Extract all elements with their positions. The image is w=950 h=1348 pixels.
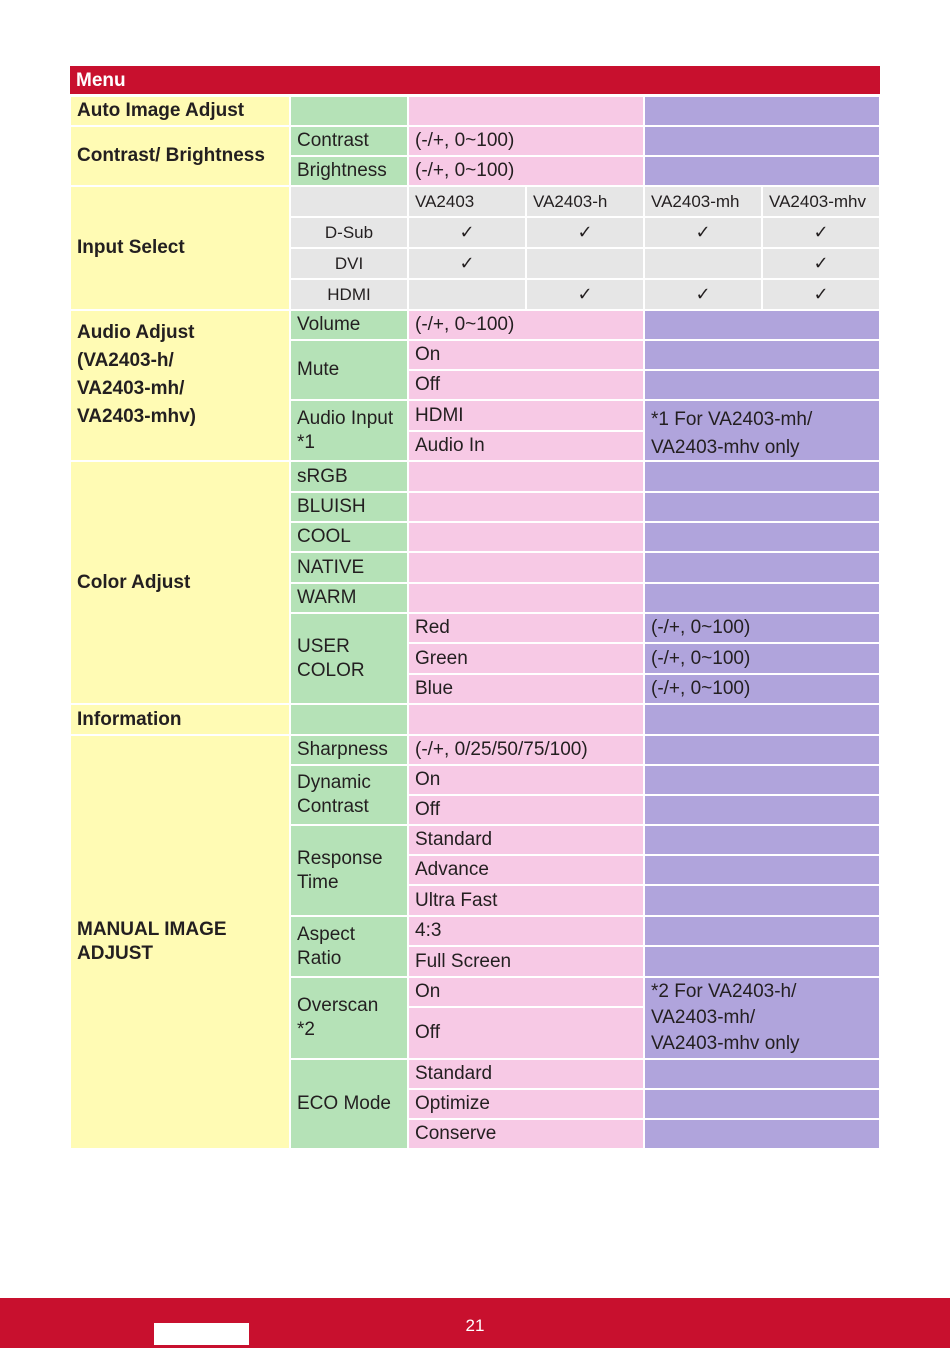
page-footer (0, 1298, 950, 1348)
eco-optimize-text: Optimize (415, 1093, 490, 1114)
brightness-empty (645, 157, 879, 185)
volume-empty (645, 311, 879, 339)
input-d-sub (291, 218, 407, 247)
overscan-note-text: *2 For VA2403-h/ VA2403-mh/ VA2403-mhv only (651, 981, 800, 1054)
user-color-label (291, 614, 407, 703)
user-color-range (645, 675, 879, 703)
user-color-channel (409, 614, 643, 642)
contrast-range-text: (-/+, 0~100) (415, 130, 515, 151)
dynamic-contrast-on-empty (645, 766, 879, 794)
user-color-range (645, 614, 879, 642)
color-preset-empty-2 (645, 523, 879, 551)
section-input-select-text: Input Select (77, 237, 185, 258)
user-color-channel (409, 675, 643, 703)
response-time-advance-empty (645, 856, 879, 884)
color-preset-empty (409, 523, 643, 551)
color-preset-text: sRGB (297, 465, 348, 487)
volume-range-text: (-/+, 0~100) (415, 314, 515, 335)
dynamic-contrast-on-text: On (415, 769, 441, 790)
audio-input-label (291, 401, 407, 460)
input-support-check (527, 249, 643, 278)
sharpness-label (291, 736, 407, 764)
color-preset-text: COOL (297, 526, 351, 547)
section-auto-image-adjust (71, 97, 289, 125)
eco-conserve-text: Conserve (415, 1123, 497, 1144)
input-support-check-text: ✓ (577, 283, 593, 305)
mute-on (409, 341, 643, 369)
input-support-check (409, 218, 525, 247)
user-color-range-text: (-/+, 0~100) (651, 678, 751, 699)
input-support-check (527, 280, 643, 309)
menu-header: Menu (70, 66, 880, 94)
auto-image-adjust-empty-3 (645, 97, 879, 125)
auto-image-adjust-empty-2 (409, 97, 643, 125)
overscan-label (291, 978, 407, 1058)
overscan-on (409, 978, 643, 1006)
user-color-channel-text: Red (415, 617, 450, 638)
model-header-text: VA2403-h (533, 191, 608, 211)
input-hdmi (291, 280, 407, 309)
eco-conserve-empty (645, 1120, 879, 1148)
response-time-label (291, 826, 407, 915)
eco-standard (409, 1060, 643, 1088)
response-time-label-text: Response Time (297, 847, 383, 893)
sharpness-empty (645, 736, 879, 764)
information-empty-1 (291, 705, 407, 734)
eco-standard-text: Standard (415, 1063, 493, 1084)
section-information-text: Information (77, 708, 182, 730)
input-d-sub-text: D-Sub (324, 222, 374, 242)
mute-on-empty (645, 341, 879, 369)
section-auto-image-adjust-text: Auto Image Adjust (77, 100, 245, 121)
user-color-range (645, 644, 879, 673)
user-color-range-text: (-/+, 0~100) (651, 647, 751, 669)
section-manual-image-adjust-text: MANUAL IMAGE ADJUST (77, 919, 227, 964)
color-preset (291, 493, 407, 521)
audio-input-note (645, 401, 879, 460)
contrast-label (291, 127, 407, 155)
audio-input-hdmi-text: HDMI (415, 404, 464, 426)
section-manual-image-adjust (71, 736, 289, 1148)
section-contrast-brightness-text: Contrast/ Brightness (77, 145, 265, 166)
input-support-check (645, 280, 761, 309)
input-support-check-text: ✓ (577, 221, 593, 243)
audio-input-audio-in (409, 432, 643, 460)
audio-input-label-text: Audio Input *1 (297, 407, 394, 453)
input-support-check (645, 218, 761, 247)
overscan-off-text: Off (415, 1022, 440, 1043)
contrast-label-text: Contrast (297, 130, 369, 151)
color-preset-text: WARM (297, 587, 357, 608)
mute-on-text: On (415, 344, 441, 365)
model-header (409, 187, 525, 216)
model-header (763, 187, 879, 216)
eco-optimize (409, 1090, 643, 1118)
audio-input-note-text: *1 For VA2403-mh/ VA2403-mhv only (651, 409, 813, 458)
color-preset-empty (409, 553, 643, 582)
overscan-on-text: On (415, 981, 441, 1002)
brightness-label (291, 157, 407, 185)
input-support-check-text: ✓ (459, 252, 475, 274)
input-support-check (763, 218, 879, 247)
model-header (527, 187, 643, 216)
section-information (71, 705, 289, 734)
sharpness-range (409, 736, 643, 764)
volume-label-text: Volume (297, 314, 361, 335)
information-empty-3 (645, 705, 879, 734)
aspect-ratio-4-3-empty (645, 917, 879, 945)
input-hdmi-text: HDMI (327, 284, 371, 304)
auto-image-adjust-empty-1 (291, 97, 407, 125)
color-preset (291, 584, 407, 612)
sharpness-label-text: Sharpness (297, 739, 388, 760)
page-number: 21 (465, 1316, 485, 1335)
contrast-empty (645, 127, 879, 155)
response-time-standard-empty (645, 826, 879, 854)
volume-label (291, 311, 407, 339)
color-preset-empty-2 (645, 462, 879, 491)
input-support-check-text: ✓ (813, 252, 829, 274)
response-time-ultra-fast-empty (645, 886, 879, 915)
color-preset-empty (409, 462, 643, 491)
color-preset-empty-2 (645, 553, 879, 582)
section-audio-adjust (71, 311, 289, 460)
information-empty-2 (409, 705, 643, 734)
color-preset-text: BLUISH (297, 496, 366, 517)
audio-input-hdmi (409, 401, 643, 430)
input-support-check (409, 280, 525, 309)
aspect-ratio-full-screen-text: Full Screen (415, 950, 512, 972)
aspect-ratio-4-3 (409, 917, 643, 945)
color-preset-empty-2 (645, 584, 879, 612)
dynamic-contrast-on (409, 766, 643, 794)
input-support-check-text: ✓ (695, 283, 711, 305)
input-support-check-text: ✓ (695, 221, 711, 243)
aspect-ratio-label (291, 917, 407, 976)
input-dvi-text: DVI (334, 253, 364, 273)
color-preset-empty (409, 584, 643, 612)
input-support-check (763, 280, 879, 309)
model-header (645, 187, 761, 216)
section-color-adjust-text: Color Adjust (77, 571, 191, 593)
color-preset-empty-2 (645, 493, 879, 521)
overscan-note (645, 978, 879, 1058)
audio-input-audio-in-text: Audio In (415, 435, 485, 456)
color-preset-empty (409, 493, 643, 521)
user-color-range-text: (-/+, 0~100) (651, 617, 751, 638)
mute-off-empty (645, 371, 879, 399)
section-color-adjust (71, 462, 289, 703)
input-support-check-text: ✓ (813, 283, 829, 305)
user-color-label-text: USER COLOR (297, 635, 365, 681)
response-time-advance-text: Advance (415, 859, 489, 880)
input-dvi (291, 249, 407, 278)
input-support-check-text: ✓ (459, 221, 475, 243)
aspect-ratio-full-screen (409, 947, 643, 976)
eco-standard-empty (645, 1060, 879, 1088)
overscan-off (409, 1008, 643, 1058)
mute-label (291, 341, 407, 399)
dynamic-contrast-label (291, 766, 407, 824)
sharpness-range-text: (-/+, 0/25/50/75/100) (415, 739, 588, 760)
volume-range (409, 311, 643, 339)
section-audio-adjust-text: Audio Adjust (VA2403-h/ VA2403-mh/ VA2403-mhv) (77, 322, 196, 427)
response-time-advance (409, 856, 643, 884)
response-time-standard-text: Standard (415, 829, 493, 850)
model-header-text: VA2403-mh (651, 191, 740, 211)
eco-optimize-empty (645, 1090, 879, 1118)
user-color-channel-text: Blue (415, 678, 454, 699)
eco-mode-label (291, 1060, 407, 1148)
model-header-text: VA2403 (415, 191, 475, 211)
input-support-check (527, 218, 643, 247)
dynamic-contrast-off (409, 796, 643, 824)
input-select-corner (291, 187, 407, 216)
color-preset (291, 462, 407, 491)
brightness-label-text: Brightness (297, 160, 387, 181)
brightness-range-text: (-/+, 0~100) (415, 160, 515, 181)
mute-off (409, 371, 643, 399)
response-time-standard (409, 826, 643, 854)
response-time-ultra-fast-text: Ultra Fast (415, 889, 498, 911)
mute-off-text: Off (415, 374, 440, 395)
aspect-ratio-full-screen-empty (645, 947, 879, 976)
section-contrast-brightness (71, 127, 289, 185)
dynamic-contrast-off-text: Off (415, 799, 440, 820)
aspect-ratio-4-3-text: 4:3 (415, 920, 442, 941)
user-color-channel-text: Green (415, 647, 468, 669)
eco-conserve (409, 1120, 643, 1148)
brightness-range (409, 157, 643, 185)
dynamic-contrast-label-text: Dynamic Contrast (297, 772, 371, 817)
section-input-select (71, 187, 289, 309)
mute-label-text: Mute (297, 359, 340, 380)
input-support-check (645, 249, 761, 278)
overscan-label-text: Overscan *2 (297, 995, 379, 1040)
user-color-channel (409, 644, 643, 673)
color-preset-text: NATIVE (297, 556, 365, 578)
input-support-check-text: ✓ (813, 221, 829, 243)
input-support-check (763, 249, 879, 278)
color-preset (291, 523, 407, 551)
response-time-ultra-fast (409, 886, 643, 915)
eco-mode-label-text: ECO Mode (297, 1093, 391, 1114)
dynamic-contrast-off-empty (645, 796, 879, 824)
contrast-range (409, 127, 643, 155)
model-header-text: VA2403-mhv (769, 191, 867, 211)
input-support-check (409, 249, 525, 278)
color-preset (291, 553, 407, 582)
aspect-ratio-label-text: Aspect Ratio (297, 923, 356, 969)
